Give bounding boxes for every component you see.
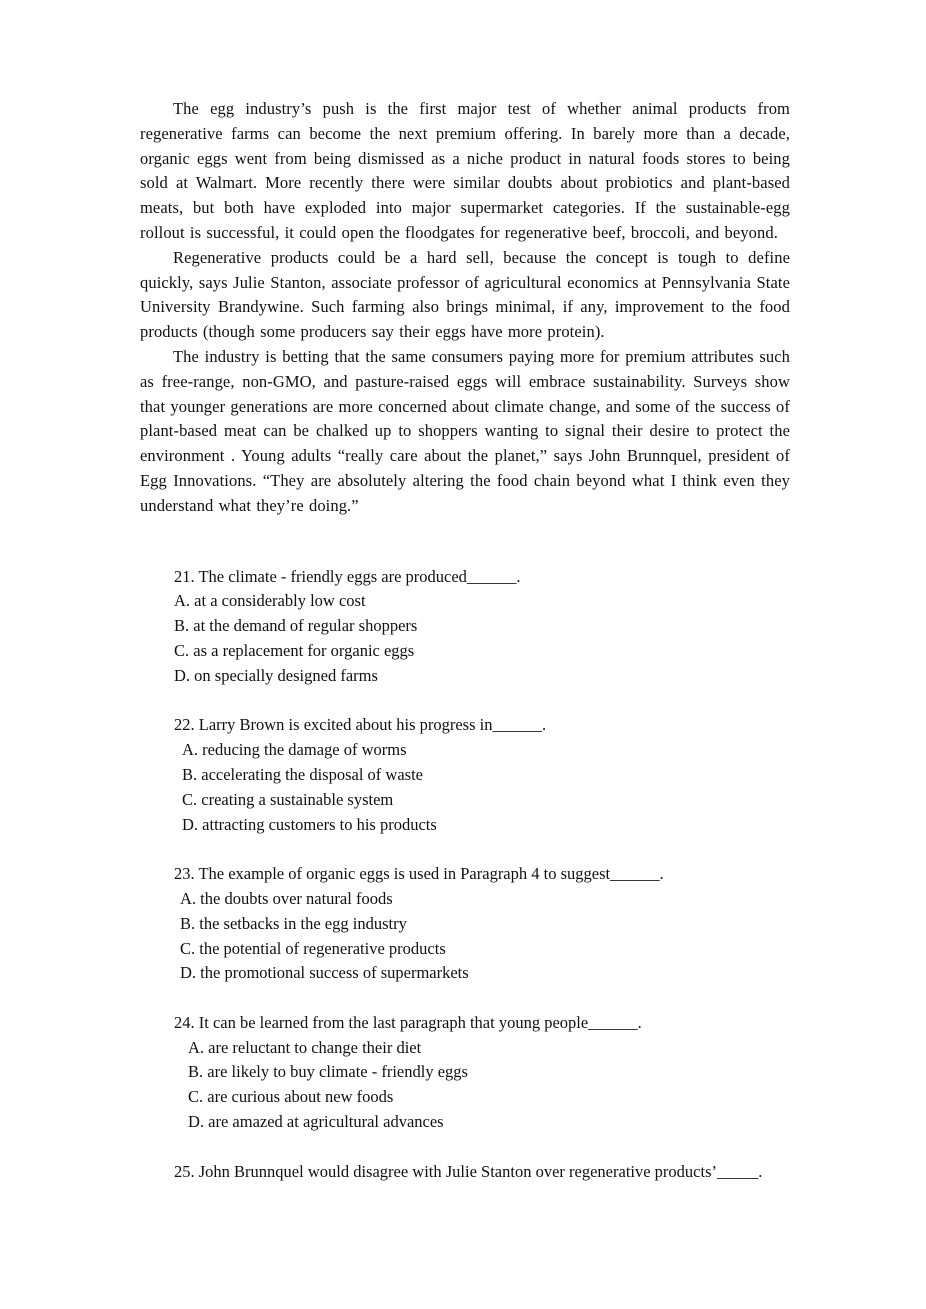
question-23-stem: 23. The example of organic eggs is used in Paragraph 4 to suggest______. [174, 864, 664, 884]
question-22-stem: 22. Larry Brown is excited about his progress in______. [174, 715, 547, 735]
question-22 [174, 713, 790, 837]
question-21-option-d: D. on specially designed farms [174, 665, 378, 685]
question-25-stem: 25. John Brunnquel would disagree with Julie Stanton over regenerative products’_____. [174, 1161, 763, 1181]
passage-paragraph-3: The industry is betting that the same consumers paying more for premium attributes such as free-range, non-GMO, and pasture-raised eggs will embrace sustainability. Surveys show that younger generations are more concerned about climate change, and some of the success of plant-based meat can be chalked up to shoppers wanting to signal their desire to protect the environment . Young adults “really care about the planet,” says John Brunnquel, president of Egg Innovations. “They are absolutely altering the food chain beyond what I think even they understand what they’re doing.” [140, 346, 790, 515]
question-21-stem: 21. The climate - friendly eggs are produced______. [174, 566, 521, 586]
question-24-option-b: B. are likely to buy climate - friendly eggs [188, 1062, 468, 1082]
question-23-option-a: A. the doubts over natural foods [180, 888, 393, 908]
question-22-option-a: A. reducing the damage of worms [182, 740, 407, 760]
question-21-option-a: A. at a considerably low cost [174, 591, 366, 611]
question-21-option-b: B. at the demand of regular shoppers [174, 616, 418, 636]
reading-passage [140, 97, 790, 519]
question-21-option-c: C. as a replacement for organic eggs [174, 640, 415, 660]
question-21-options [174, 589, 790, 688]
question-22-option-c: C. creating a sustainable system [182, 789, 394, 809]
question-24-option-c: C. are curious about new foods [188, 1087, 394, 1107]
question-22-options [174, 738, 790, 837]
passage-paragraph-1: The egg industry’s push is the first major test of whether animal products from regenerative farms can become the next premium offering. In barely more than a decade, organic eggs went from being dismissed as a niche product in natural foods stores to being sold at Walmart. More recently there were similar doubts about probiotics and plant-based meats, but both have exploded into major supermarket categories. If the sustainable-egg rollout is successful, it could open the floodgates for regenerative beef, broccoli, and beyond. [140, 99, 790, 242]
questions-section [174, 565, 790, 1185]
question-24 [174, 1011, 790, 1135]
question-23 [174, 862, 790, 986]
question-24-options [174, 1036, 790, 1135]
question-25 [174, 1160, 790, 1185]
question-23-options [174, 887, 790, 986]
question-23-option-d: D. the promotional success of supermarkets [180, 963, 469, 983]
passage-paragraph-2: Regenerative products could be a hard sell, because the concept is tough to define quickly, says Julie Stanton, associate professor of agricultural economics at Pennsylvania State University Brandywine. Such farming also brings minimal, if any, improvement to the food products (though some producers say their eggs have more protein). [140, 247, 790, 342]
question-24-option-a: A. are reluctant to change their diet [188, 1037, 422, 1057]
question-23-option-c: C. the potential of regenerative products [180, 938, 446, 958]
question-21 [174, 565, 790, 689]
question-24-stem: 24. It can be learned from the last paragraph that young people______. [174, 1012, 642, 1032]
question-22-option-b: B. accelerating the disposal of waste [182, 764, 423, 784]
question-24-option-d: D. are amazed at agricultural advances [188, 1112, 444, 1132]
question-22-option-d: D. attracting customers to his products [182, 814, 437, 834]
question-23-option-b: B. the setbacks in the egg industry [180, 913, 407, 933]
